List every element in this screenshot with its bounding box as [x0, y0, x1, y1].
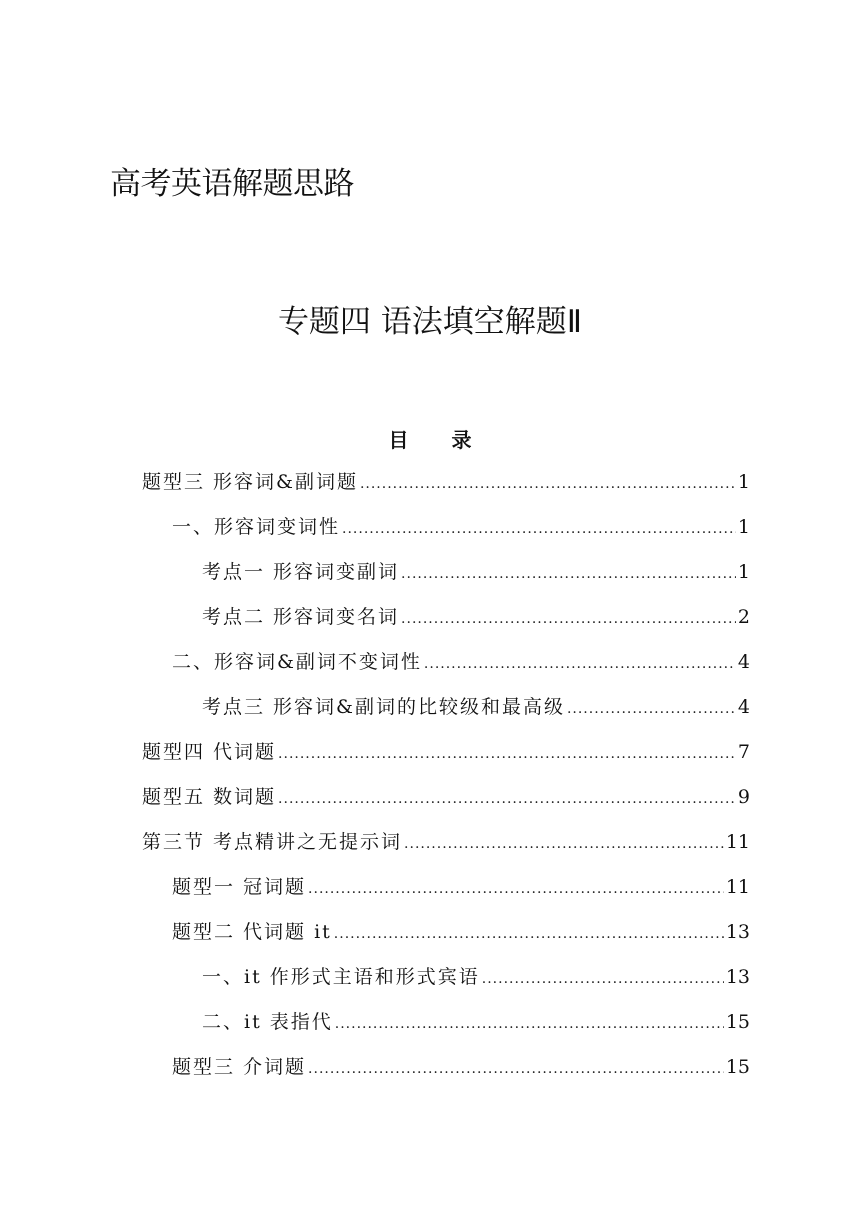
toc-dot-leader: [278, 739, 736, 769]
header-title: 高考英语解题思路: [110, 166, 354, 202]
toc-dot-leader: [424, 649, 736, 679]
toc-dot-leader: [401, 604, 736, 634]
toc-entry[interactable]: [172, 917, 750, 947]
toc-entry-page: 4: [737, 651, 750, 673]
toc-dot-leader: [308, 1054, 724, 1084]
toc-dot-leader: [567, 694, 736, 724]
toc-entry-label: 二、形容词&副词不变词性: [172, 651, 422, 673]
toc-entry[interactable]: [172, 1052, 750, 1082]
toc-entry-page: 7: [737, 741, 750, 763]
toc-entry[interactable]: [172, 512, 750, 542]
toc-entry[interactable]: [202, 602, 750, 632]
toc-dot-leader: [360, 469, 736, 499]
toc-entry-label: 一、it 作形式主语和形式宾语: [202, 966, 480, 988]
toc-entry-page: 15: [725, 1011, 750, 1033]
toc-entry-page: 15: [725, 1056, 750, 1078]
toc-entry[interactable]: [142, 782, 750, 812]
toc-dot-leader: [308, 874, 724, 904]
toc-entry-label: 题型二 代词题 it: [172, 921, 332, 943]
toc-entry-page: 1: [737, 561, 750, 583]
toc-entry-label: 题型四 代词题: [142, 741, 277, 763]
toc-entry-page: 4: [737, 696, 750, 718]
toc-entry-page: 11: [725, 831, 750, 853]
toc-entry-label: 考点一 形容词变副词: [202, 561, 400, 583]
toc-entry-page: 1: [737, 471, 750, 493]
toc-entry-label: 题型一 冠词题: [172, 876, 307, 898]
toc-entry-label: 二、it 表指代: [202, 1011, 333, 1033]
toc-entry-label: 考点三 形容词&副词的比较级和最高级: [202, 696, 565, 718]
toc-entry[interactable]: [142, 737, 750, 767]
toc-entry-label: 第三节 考点精讲之无提示词: [142, 831, 403, 853]
toc-entry-page: 1: [737, 516, 750, 538]
toc-entry[interactable]: [172, 647, 750, 677]
toc-entry[interactable]: [142, 827, 750, 857]
toc-entry-label: 考点二 形容词变名词: [202, 606, 400, 628]
toc-entry-page: 11: [725, 876, 750, 898]
toc-entry-label: 一、形容词变词性: [172, 516, 341, 538]
toc-entry[interactable]: [202, 557, 750, 587]
toc-entry[interactable]: [202, 1007, 750, 1037]
toc-dot-leader: [401, 559, 736, 589]
toc-dot-leader: [482, 964, 724, 994]
toc-entry-label: 题型三 介词题: [172, 1056, 307, 1078]
toc-entry-page: 13: [725, 921, 750, 943]
toc-entry-label: 题型三 形容词&副词题: [142, 471, 358, 493]
toc-entry[interactable]: [202, 962, 750, 992]
toc-dot-leader: [278, 784, 736, 814]
toc-dot-leader: [404, 829, 724, 859]
toc-dot-leader: [334, 919, 724, 949]
toc-entry[interactable]: [142, 467, 750, 497]
toc-entry-page: 2: [737, 606, 750, 628]
toc-dot-leader: [342, 514, 736, 544]
toc-entry-page: 9: [737, 786, 750, 808]
document-title: 专题四 语法填空解题Ⅱ: [277, 304, 583, 340]
toc-dot-leader: [335, 1009, 724, 1039]
toc-entry[interactable]: [202, 692, 750, 722]
toc-entry-label: 题型五 数词题: [142, 786, 277, 808]
toc-heading: 目 录: [388, 428, 490, 452]
toc-entry[interactable]: [172, 872, 750, 902]
toc-entry-page: 13: [725, 966, 750, 988]
